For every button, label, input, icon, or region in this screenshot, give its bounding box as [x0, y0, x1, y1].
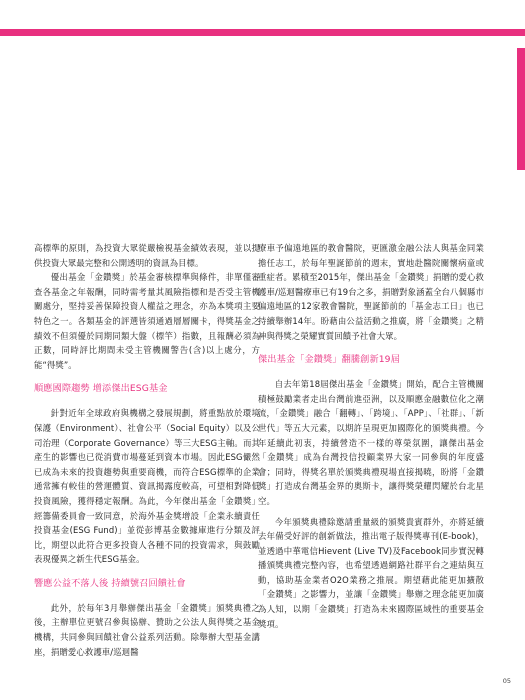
paragraph: 今年頒獎典禮除邀請重量級的頒獎貴賓群外，亦將延續去年備受好評的創新做法，推出電子版得獎專刊(E-book)，並透過中華電信Hievent (Live TV)及Facebook同步實況轉播頒獎典禮完整內容，也希望透過網路社群平台之連結與互動，協助基金業者O2O業務之推展。期望藉此能更加擴散「金鑽獎」之影響力，並讓「金鑽獎」舉辦之理念能更加廣為人知，以期「金鑽獎」打造為未來國際區域性的重要基金獎項。 [258, 516, 484, 629]
paragraph: 此外，於每年3月舉辦傑出基金「金鑽獎」頒獎典禮之後，主辦單位更號召參與協辦、贊助之公法人與得獎之基金機構，共同參與回饋社會公益系列活動。除舉辦大型基金講座，捐贈愛心救護車/巡迴醫 [34, 602, 260, 657]
right-column [258, 241, 484, 631]
paragraph: 療車予偏遠地區的教會醫院，更匯激金融公法人與基金同業擔任志工，於每年聖誕節前的週末，實地赴醫院關懷病童或重症者。累積至2015年，傑出基金「金鑽獎」捐贈的愛心救護車/巡迴醫療車已有19台之多，捐贈對象涵蓋全台八個縣市偏遠地區的12家教會醫院，聖誕節前的「基金志工日」也已持續舉辦14年。盼藉由公益活動之推廣，將「金鑽獎」之精神與得獎之榮耀實質回饋予社會大眾。 [258, 243, 484, 341]
paragraph: 優出基金「金鑽獎」於基金審核標準與條件，非單僅審查各基金之年報酬，同時需考量其風險指標和是否受主管機關處分，堅持妥善保障投資人權益之理念，亦為本獎項主要特色之一。各類基金的評選皆須通過層層關卡，得獎基金之績效不但須優於同期同類大盤（標竿）指數，且報酬必須為正數，同時評比期間未受主管機關警告(含)以上處分，方能“得獎”。 [34, 272, 260, 370]
page-number: 05 [502, 677, 511, 685]
section-heading: 順應國際趨勢 增添傑出ESG基金 [34, 383, 168, 395]
paragraph: 自去年第18屆傑出基金「金鑽獎」開始，配合主管機關積極鼓勵業者走出台灣前進亞洲，以及順應金融數位化之潮流，「金鑽獎」融合「翻轉」、「跨境」、「APP」、「社群」、「新世代」等五大元素，以期許呈現更加國際化的頒獎典禮。今年延續此初衷，持續營造不一樣的尊榮氛圍，讓傑出基金「金鑽獎」成為台灣投信投顧業界大家一同參與的年度盛會；同時，得獎名單於頒獎典禮現場直接揭曉，盼將「金鑽獎」打造成台灣基金界的奧斯卡，讓得獎榮耀閃耀於台北星空。 [258, 379, 484, 506]
left-column [34, 241, 260, 659]
paragraph: 針對近年全球政府與機構之發展規劃，將重點放於環境保護（Environment）、社會公平（Social Equity）以及公司治理（Corporate Governance）等三大ESG主軸。而其產生的影響也已從消費市場蔓延到資本市場。因此ESG儼然已成為未來的投資趨勢與重要商機，而符合ESG標準的企業通常擁有較佳的營運體質、資訊揭露度較高，可望相對降低投資風險，獲得穩定報酬。為此，今年傑出基金「金鑽獎」經籌備委員會一致同意，於海外基金獎增設「企業永續責任投資基金(ESG Fund)」並從彭博基金數據庫進行分類及評比，期望以此符合更多投資人各種不同的投資需求，與鼓勵表現優異之新生代ESG基金。 [34, 408, 260, 565]
paragraph: 高標準的原則，為投資大眾從嚴檢視基金績效表現，並以提供投資大眾最完整和公開透明的資訊為目標。 [34, 243, 260, 268]
section-heading: 響應公益不落人後 持續號召回饋社會 [34, 577, 186, 589]
top-accent-bar [0, 29, 525, 36]
section-heading: 傑出基金「金鑽獎」翻騰創新19屆 [258, 354, 400, 366]
side-accent-tab [517, 48, 525, 170]
